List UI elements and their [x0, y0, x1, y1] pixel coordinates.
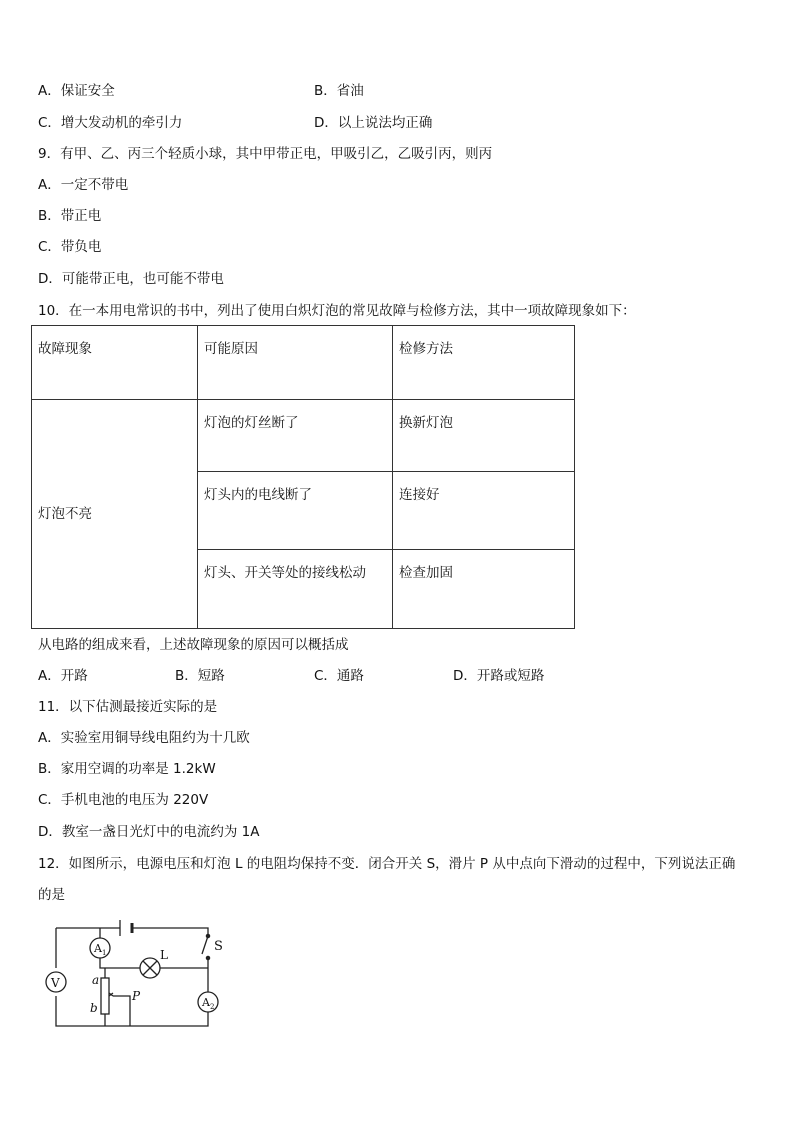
q11-stem: 11．以下估测最接近实际的是	[38, 699, 218, 715]
fix-cell: 检查加固	[393, 550, 575, 629]
header-fix: 检修方法	[393, 326, 575, 400]
wire-slider-tap	[113, 996, 130, 1026]
q11-option-a: A．实验室用铜导线电阻约为十几欧	[38, 730, 250, 746]
slider-label: P	[132, 989, 141, 1003]
rheostat	[101, 978, 109, 1014]
lamp-label: L	[160, 948, 168, 962]
q12-stem-line2: 的是	[38, 887, 65, 903]
q10-option-a: A．开路	[38, 668, 88, 684]
cause-cell: 灯头、开关等处的接线松动	[198, 550, 393, 629]
q9-option-a: A．一定不带电	[38, 177, 129, 193]
q12-stem-line1: 12．如图所示，电源电压和灯泡 L 的电阻均保持不变．闭合开关 S，滑片 P 从中点向下滑动的过程中，下列说法正确	[38, 856, 736, 872]
q8-option-c: C．增大发动机的牵引力	[38, 115, 183, 131]
cause-cell: 灯泡的灯丝断了	[198, 400, 393, 472]
q9-option-b: B．带正电	[38, 208, 102, 224]
q11-option-b: B．家用空调的功率是 1.2kW	[38, 761, 216, 777]
point-b-label: b	[90, 1001, 98, 1015]
q10-stem: 10．在一本用电常识的书中，列出了使用白炽灯泡的常见故障与检修方法，其中一项故障现象如下：	[38, 303, 636, 319]
wire-right-lower	[130, 1012, 208, 1026]
point-a-label: a	[92, 973, 100, 987]
q9-stem: 9．有甲、乙、丙三个轻质小球，其中甲带正电，甲吸引乙，乙吸引丙，则丙	[38, 146, 493, 162]
wire-top-right	[132, 928, 208, 936]
header-symptom: 故障现象	[32, 326, 198, 400]
q11-option-c: C．手机电池的电压为 220V	[38, 792, 209, 808]
q9-option-c: C．带负电	[38, 239, 102, 255]
cause-cell: 灯头内的电线断了	[198, 472, 393, 550]
ammeter-a1-label: $A_1$	[94, 942, 107, 957]
switch-blade	[202, 936, 208, 954]
symptom-cell: 灯泡不亮	[32, 400, 198, 629]
fix-cell: 换新灯泡	[393, 400, 575, 472]
table-header-row	[32, 326, 575, 400]
q8-option-b: B．省油	[314, 83, 364, 99]
q8-option-a: A．保证安全	[38, 83, 115, 99]
q11-option-d: D．教室一盏日光灯中的电流约为 1A	[38, 824, 260, 840]
wire-a1-bottom	[100, 958, 140, 968]
q8-option-d: D．以上说法均正确	[314, 115, 433, 131]
switch-pivot	[206, 934, 209, 937]
fix-cell: 连接好	[393, 472, 575, 550]
circuit-diagram	[40, 912, 240, 1037]
q10-option-d: D．开路或短路	[453, 668, 545, 684]
table-row	[32, 400, 575, 472]
q10-option-b: B．短路	[175, 668, 225, 684]
q10-option-c: C．通路	[314, 668, 364, 684]
voltmeter-label: V	[51, 976, 60, 990]
ammeter-a2-label: $A_2$	[202, 996, 215, 1011]
header-cause: 可能原因	[198, 326, 393, 400]
q9-option-d: D．可能带正电，也可能不带电	[38, 271, 224, 287]
fault-table	[31, 325, 575, 629]
switch-contact	[206, 956, 209, 959]
switch-label: S	[214, 939, 223, 954]
q10-followup: 从电路的组成来看，上述故障现象的原因可以概括成	[38, 637, 349, 653]
